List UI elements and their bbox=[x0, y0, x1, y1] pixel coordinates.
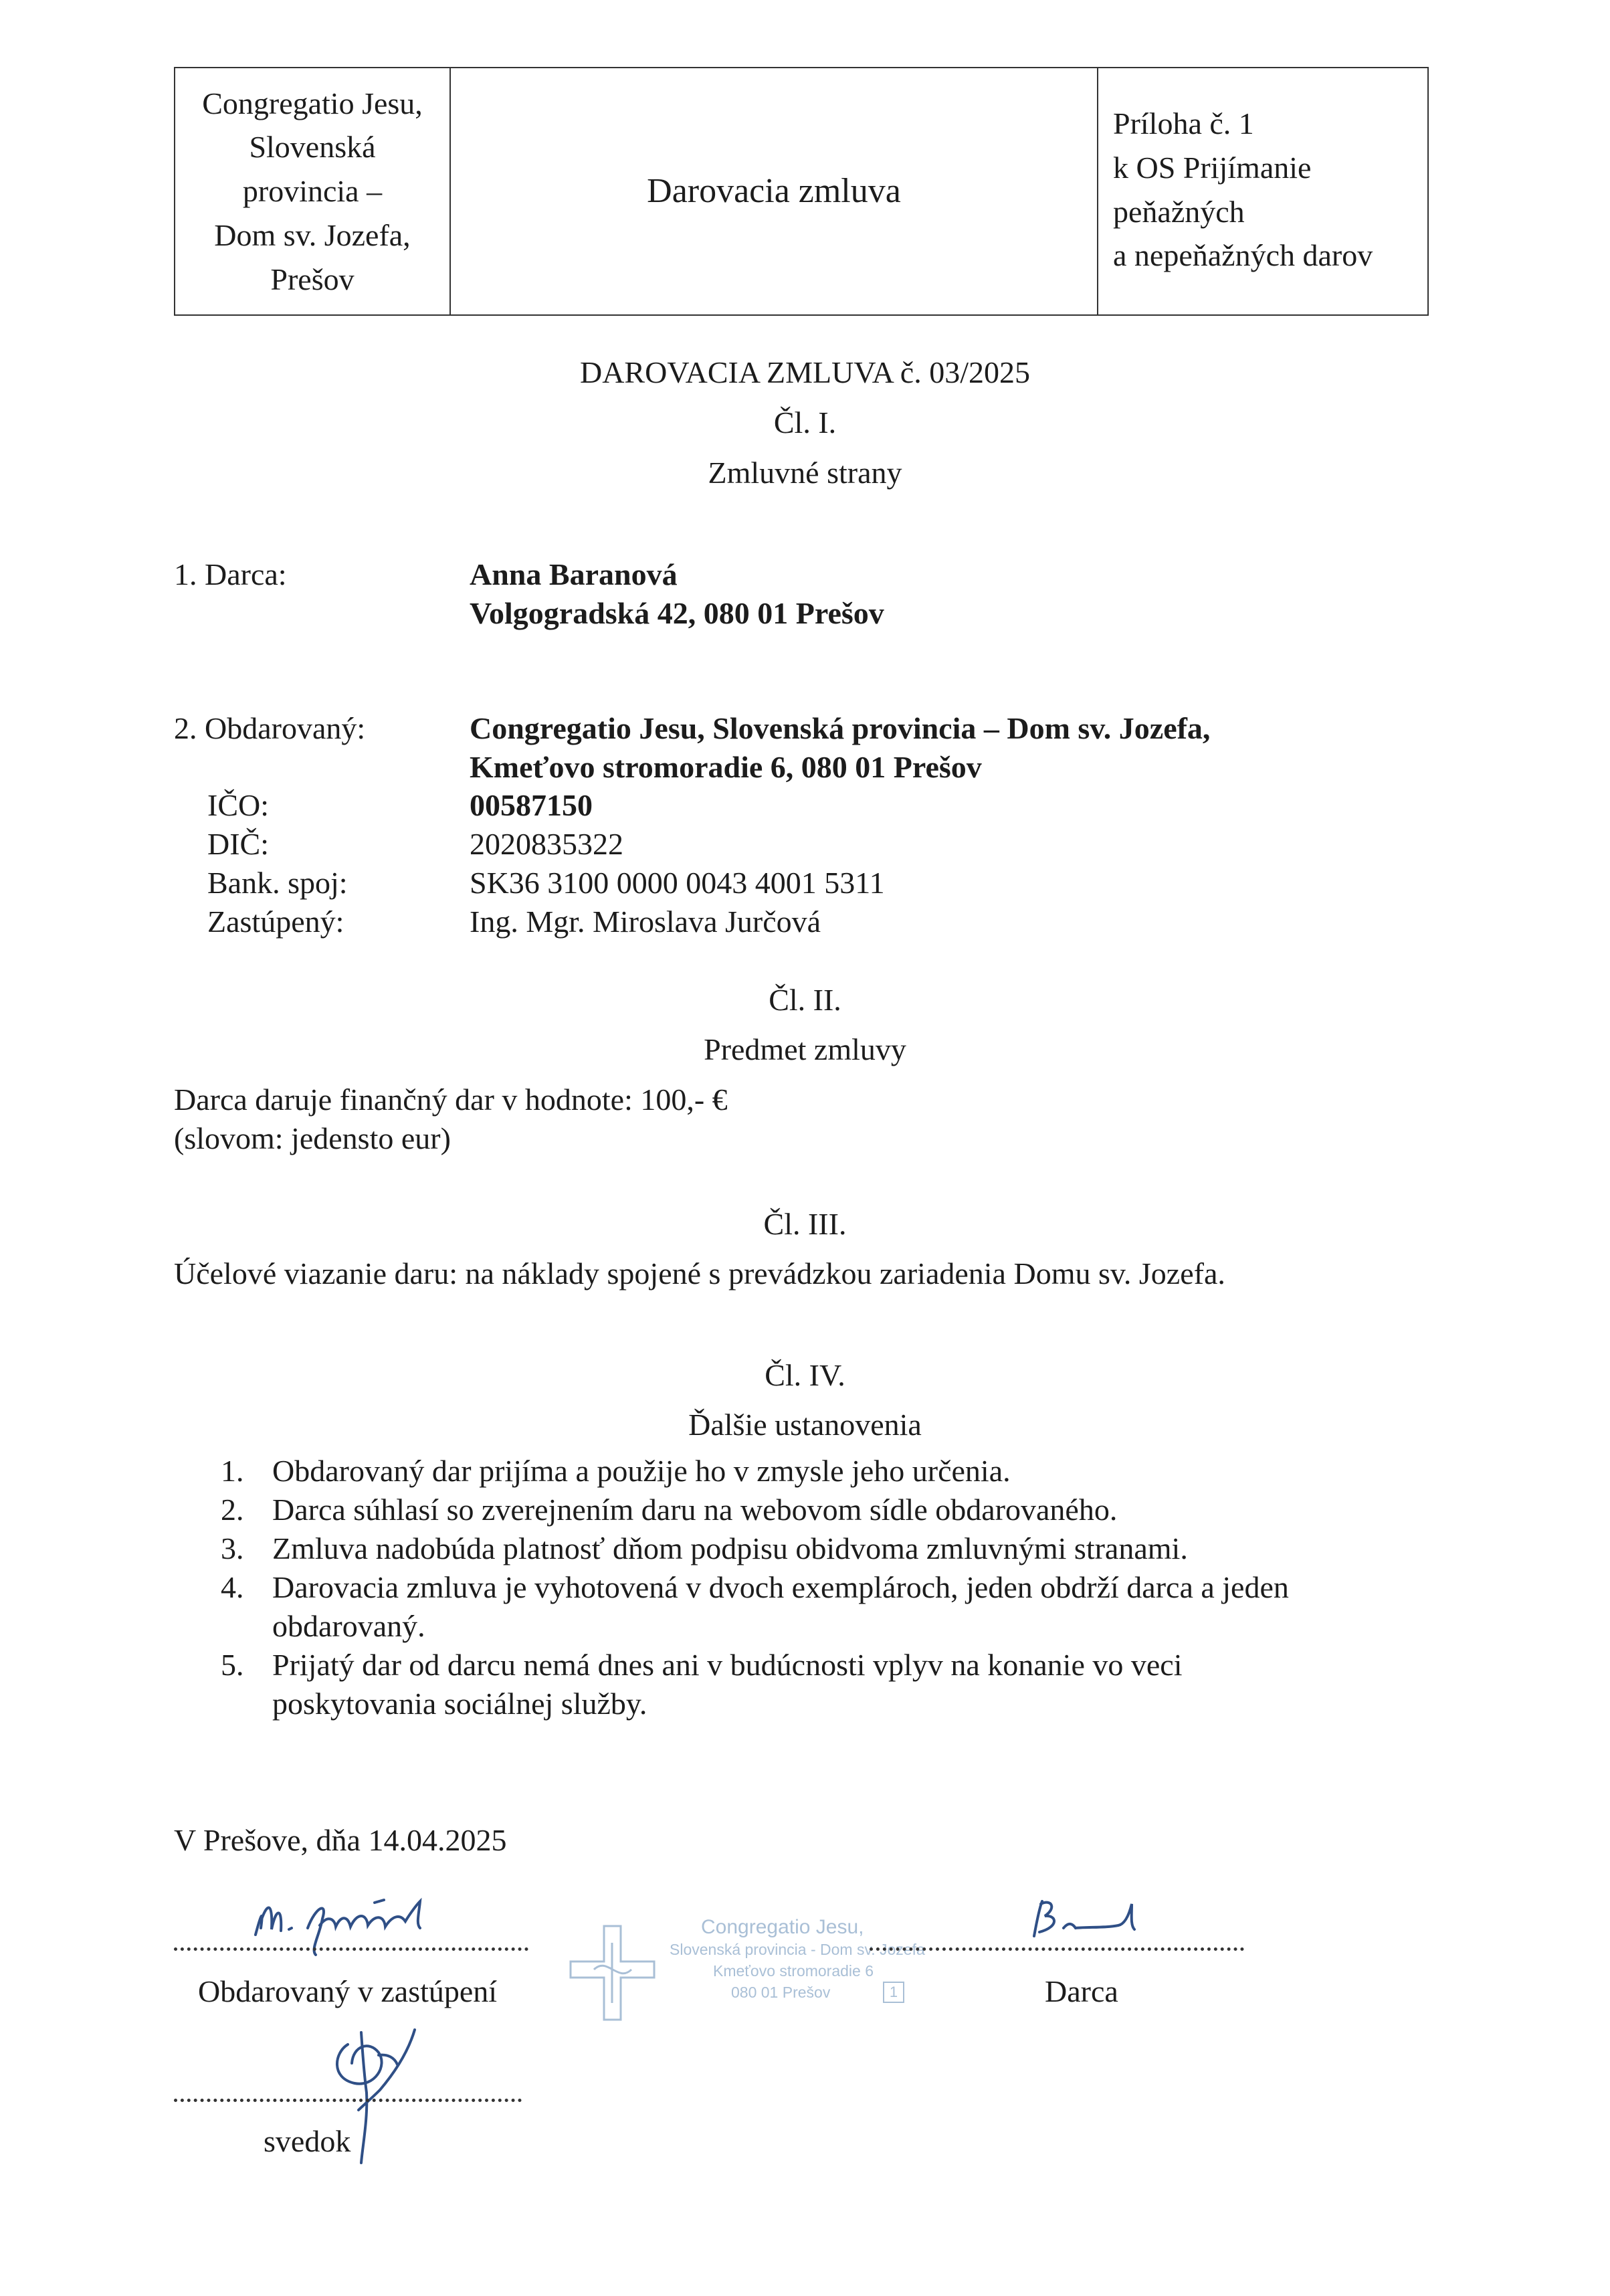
donor-signature-line bbox=[870, 1947, 1244, 1951]
recipient-address: Kmeťovo stromoradie 6, 080 01 Prešov bbox=[470, 750, 982, 784]
org-line: Congregatio Jesu, bbox=[202, 86, 423, 120]
article-2-title: Predmet zmluvy bbox=[704, 1032, 906, 1066]
recipient-signature-line bbox=[174, 1947, 528, 1951]
list-item bbox=[221, 1568, 1425, 1646]
list-item-number: 3. bbox=[221, 1531, 244, 1565]
donor-label: 1. Darca: bbox=[174, 557, 287, 591]
list-item-text: Darca súhlasí so zverejnením daru na webovom sídle obdarovaného. bbox=[272, 1492, 1118, 1527]
annex-line: Príloha č. 1 bbox=[1113, 106, 1254, 140]
donor-signature bbox=[1025, 1895, 1159, 1948]
article-1-title: Zmluvné strany bbox=[708, 456, 902, 490]
gift-value-line: Darca daruje finančný dar v hodnote: 100,- € bbox=[174, 1082, 728, 1117]
dic-label: DIČ: bbox=[207, 827, 269, 861]
list-item bbox=[221, 1491, 1425, 1529]
org-line: Prešov bbox=[270, 262, 355, 296]
article-1-number: Čl. I. bbox=[773, 405, 837, 440]
stamp-line: Congregatio Jesu, bbox=[701, 1916, 864, 1938]
donor-address: Volgogradská 42, 080 01 Prešov bbox=[470, 596, 884, 630]
stamp-line: Kmeťovo stromoradie 6 bbox=[713, 1962, 874, 1980]
list-item-number: 4. bbox=[221, 1569, 244, 1604]
header-annex-cell bbox=[1098, 68, 1427, 314]
list-item bbox=[221, 1529, 1425, 1568]
bank-value: SK36 3100 0000 0043 4001 5311 bbox=[470, 866, 885, 900]
donor-caption: Darca bbox=[1045, 1974, 1118, 2008]
recipient-label: 2. Obdarovaný: bbox=[174, 711, 366, 745]
organization-stamp bbox=[567, 1915, 925, 2028]
provisions-list bbox=[221, 1452, 1425, 1723]
annex-line: peňažných bbox=[1113, 194, 1245, 229]
list-item-text: Prijatý dar od darcu nemá dnes ani v budúcnosti vplyv na konanie vo veci bbox=[272, 1647, 1183, 1682]
header-table bbox=[174, 67, 1429, 316]
article-4-title: Ďalšie ustanovenia bbox=[688, 1408, 922, 1442]
stamp-number: 1 bbox=[883, 1982, 904, 2003]
list-item-number: 2. bbox=[221, 1492, 244, 1527]
org-line: Dom sv. Jozefa, bbox=[214, 217, 411, 252]
contract-title: DAROVACIA ZMLUVA č. 03/2025 bbox=[579, 355, 1031, 389]
annex-line: a nepeňažných darov bbox=[1113, 238, 1373, 273]
representative-value: Ing. Mgr. Miroslava Jurčová bbox=[470, 904, 821, 939]
list-item-text: poskytovania sociálnej služby. bbox=[272, 1686, 647, 1721]
bank-label: Bank. spoj: bbox=[207, 866, 348, 900]
stamp-line: 080 01 Prešov bbox=[731, 1984, 831, 2001]
stamp-line: Slovenská provincia - Dom sv. Jozefa bbox=[670, 1941, 925, 1958]
article-4-number: Čl. IV. bbox=[765, 1358, 845, 1392]
header-org-cell bbox=[175, 68, 451, 314]
list-item-text: Darovacia zmluva je vyhotovená v dvoch exemplároch, jeden obdrží darca a jeden bbox=[272, 1569, 1289, 1604]
list-item bbox=[221, 1646, 1425, 1723]
place-and-date: V Prešove, dňa 14.04.2025 bbox=[174, 1823, 507, 1857]
ico-label: IČO: bbox=[207, 788, 269, 822]
list-item-text: Obdarovaný dar prijíma a použije ho v zmysle jeho určenia. bbox=[272, 1454, 1011, 1488]
ico-value: 00587150 bbox=[470, 788, 593, 822]
list-item bbox=[221, 1452, 1425, 1491]
list-item-text: Zmluva nadobúda platnosť dňom podpisu obidvoma zmluvnými stranami. bbox=[272, 1531, 1188, 1565]
list-item-number: 1. bbox=[221, 1454, 244, 1488]
gift-value-words: (slovom: jedensto eur) bbox=[174, 1121, 451, 1155]
recipient-caption: Obdarovaný v zastúpení bbox=[198, 1974, 498, 2008]
annex-line: k OS Prijímanie bbox=[1113, 150, 1312, 185]
article-3-number: Čl. III. bbox=[763, 1207, 847, 1241]
representative-label: Zastúpený: bbox=[207, 904, 344, 939]
article-2-number: Čl. II. bbox=[769, 983, 841, 1017]
list-item-number: 5. bbox=[221, 1647, 244, 1682]
recipient-name: Congregatio Jesu, Slovenská provincia – Dom sv. Jozefa, bbox=[470, 711, 1211, 745]
witness-caption: svedok bbox=[264, 2124, 351, 2158]
org-line: provincia – bbox=[242, 174, 383, 209]
org-line: Slovenská bbox=[249, 130, 376, 165]
gift-purpose: Účelové viazanie daru: na náklady spojené s prevádzkou zariadenia Domu sv. Jozefa. bbox=[174, 1256, 1225, 1290]
dic-value: 2020835322 bbox=[470, 827, 623, 861]
header-doc-title: Darovacia zmluva bbox=[451, 68, 1098, 314]
stamp-cross-icon bbox=[567, 1923, 658, 2023]
list-item-text: obdarovaný. bbox=[272, 1608, 425, 1643]
donor-name: Anna Baranová bbox=[470, 557, 678, 591]
witness-signature-line bbox=[174, 2099, 522, 2102]
